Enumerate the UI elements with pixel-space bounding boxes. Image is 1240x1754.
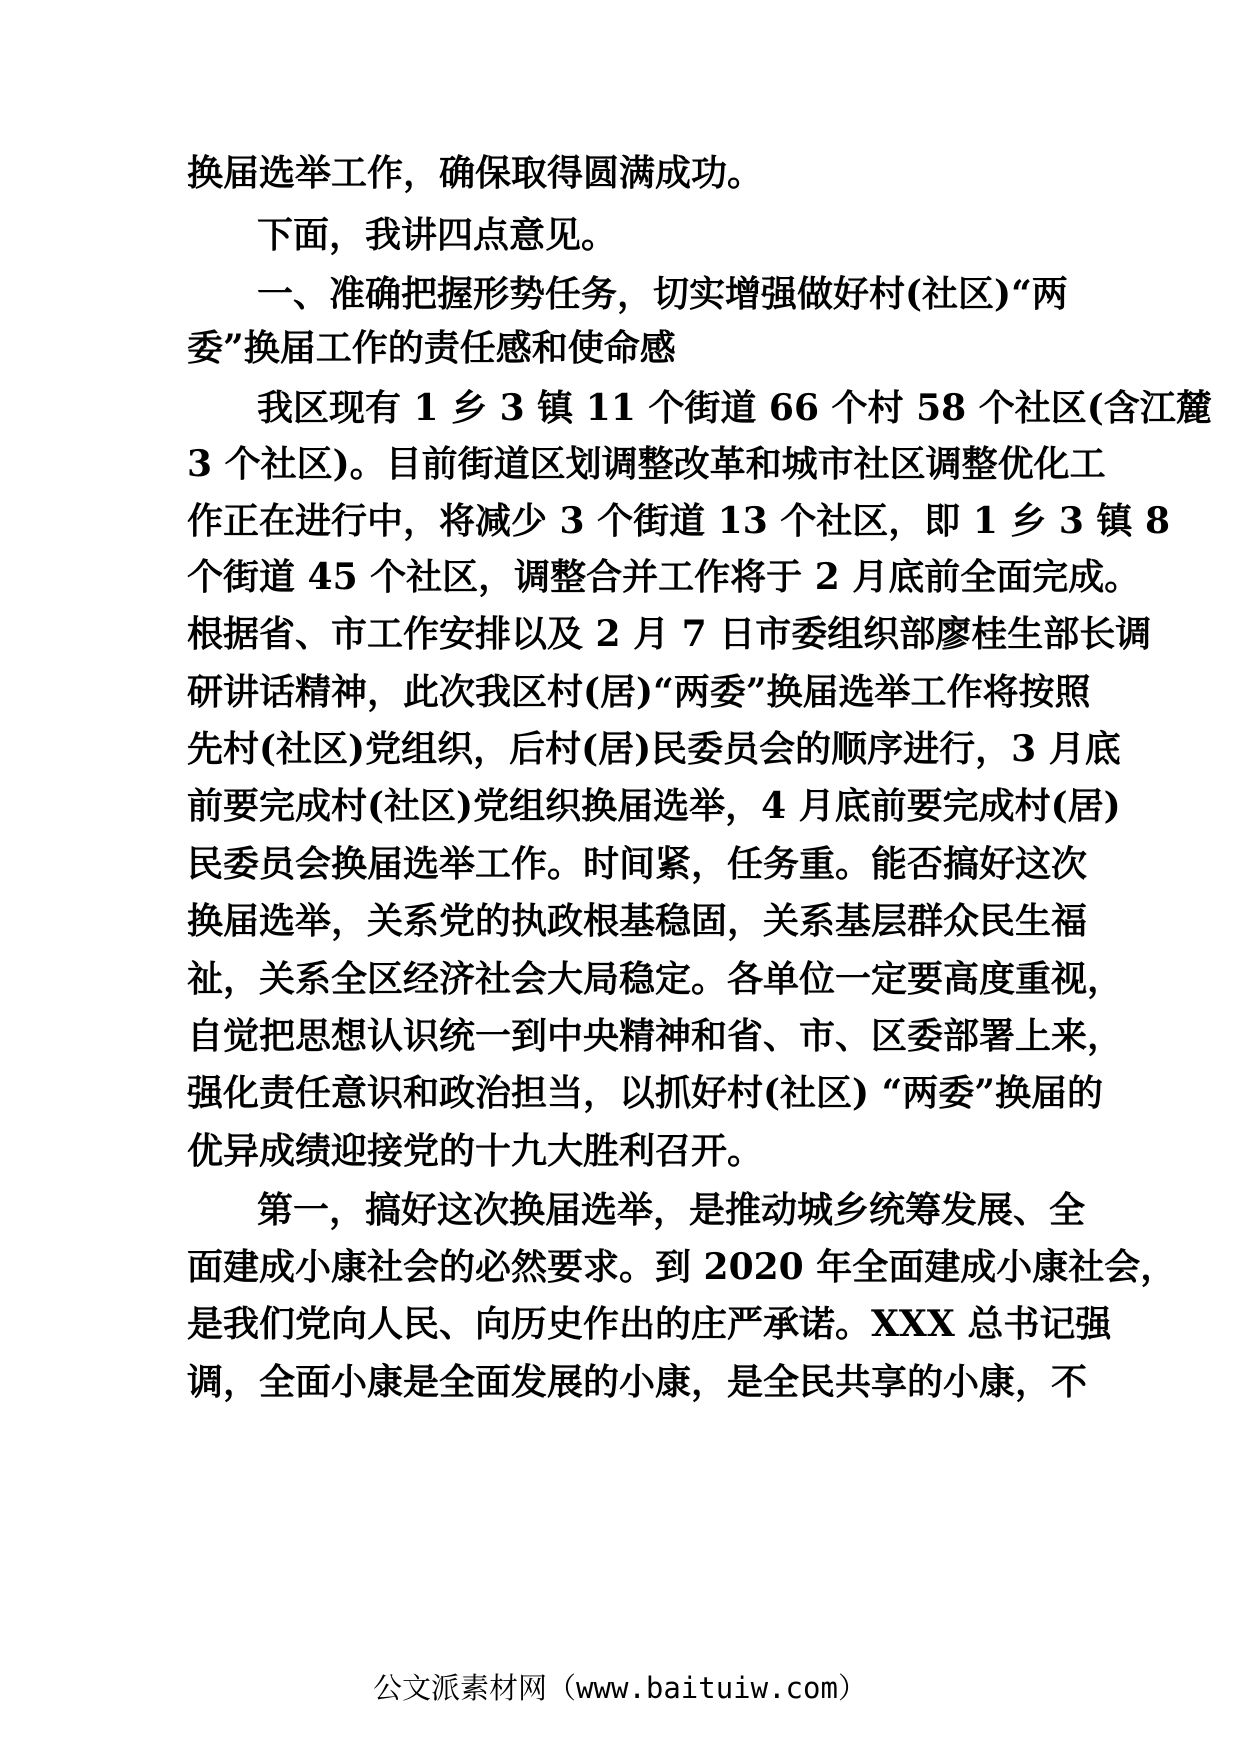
text-line-15: 祉，关系全区经济社会大局稳定。各单位一定要高度重视， xyxy=(187,958,1124,1000)
text-line-8: 个街道 45 个社区，调整合并工作将于 2 月底前全面完成。 xyxy=(187,556,1141,598)
text-line-6: 3 个社区)。目前街道区划调整改革和城市社区调整优化工 xyxy=(187,443,1106,485)
text-line-17: 强化责任意识和政治担当，以抓好村(社区) “两委”换届的 xyxy=(187,1072,1104,1114)
text-line-10: 研讲话精神，此次我区村(居)“两委”换届选举工作将按照 xyxy=(187,671,1091,713)
text-line-12: 前要完成村(社区)党组织换届选举，4 月底前要完成村(居) xyxy=(187,785,1121,827)
text-line-7: 作正在进行中，将减少 3 个街道 13 个社区，即 1 乡 3 镇 8 xyxy=(187,500,1171,542)
section-heading-line-2: 委”换届工作的责任感和使命感 xyxy=(187,327,676,369)
text-line-1: 换届选举工作，确保取得圆满成功。 xyxy=(187,152,764,194)
text-line-9: 根据省、市工作安排以及 2 月 7 日市委组织部廖桂生部长调 xyxy=(187,613,1152,655)
text-line-13: 民委员会换届选举工作。时间紧，任务重。能否搞好这次 xyxy=(187,843,1088,885)
section-heading-line-1: 一、准确把握形势任务，切实增强做好村(社区)“两 xyxy=(257,273,1068,315)
text-line-14: 换届选举，关系党的执政根基稳固，关系基层群众民生福 xyxy=(187,900,1088,942)
text-line-19: 第一，搞好这次换届选举，是推动城乡统筹发展、全 xyxy=(257,1189,1086,1231)
text-line-22: 调，全面小康是全面发展的小康，是全民共享的小康，不 xyxy=(187,1361,1088,1403)
text-line-18: 优异成绩迎接党的十九大胜利召开。 xyxy=(187,1130,764,1172)
text-line-2: 下面，我讲四点意见。 xyxy=(257,214,618,256)
text-line-5: 我区现有 1 乡 3 镇 11 个街道 66 个村 58 个社区(含江麓 xyxy=(257,387,1212,429)
text-line-11: 先村(社区)党组织，后村(居)民委员会的顺序进行，3 月底 xyxy=(187,728,1121,770)
text-line-21: 是我们党向人民、向历史作出的庄严承诺。XXX 总书记强 xyxy=(187,1303,1112,1345)
text-line-16: 自觉把思想认识统一到中央精神和省、市、区委部署上来， xyxy=(187,1015,1124,1057)
text-line-20: 面建成小康社会的必然要求。到 2020 年全面建成小康社会， xyxy=(187,1246,1177,1288)
footer-source-text: 公文派素材网（www.baituiw.com） xyxy=(373,1671,867,1705)
